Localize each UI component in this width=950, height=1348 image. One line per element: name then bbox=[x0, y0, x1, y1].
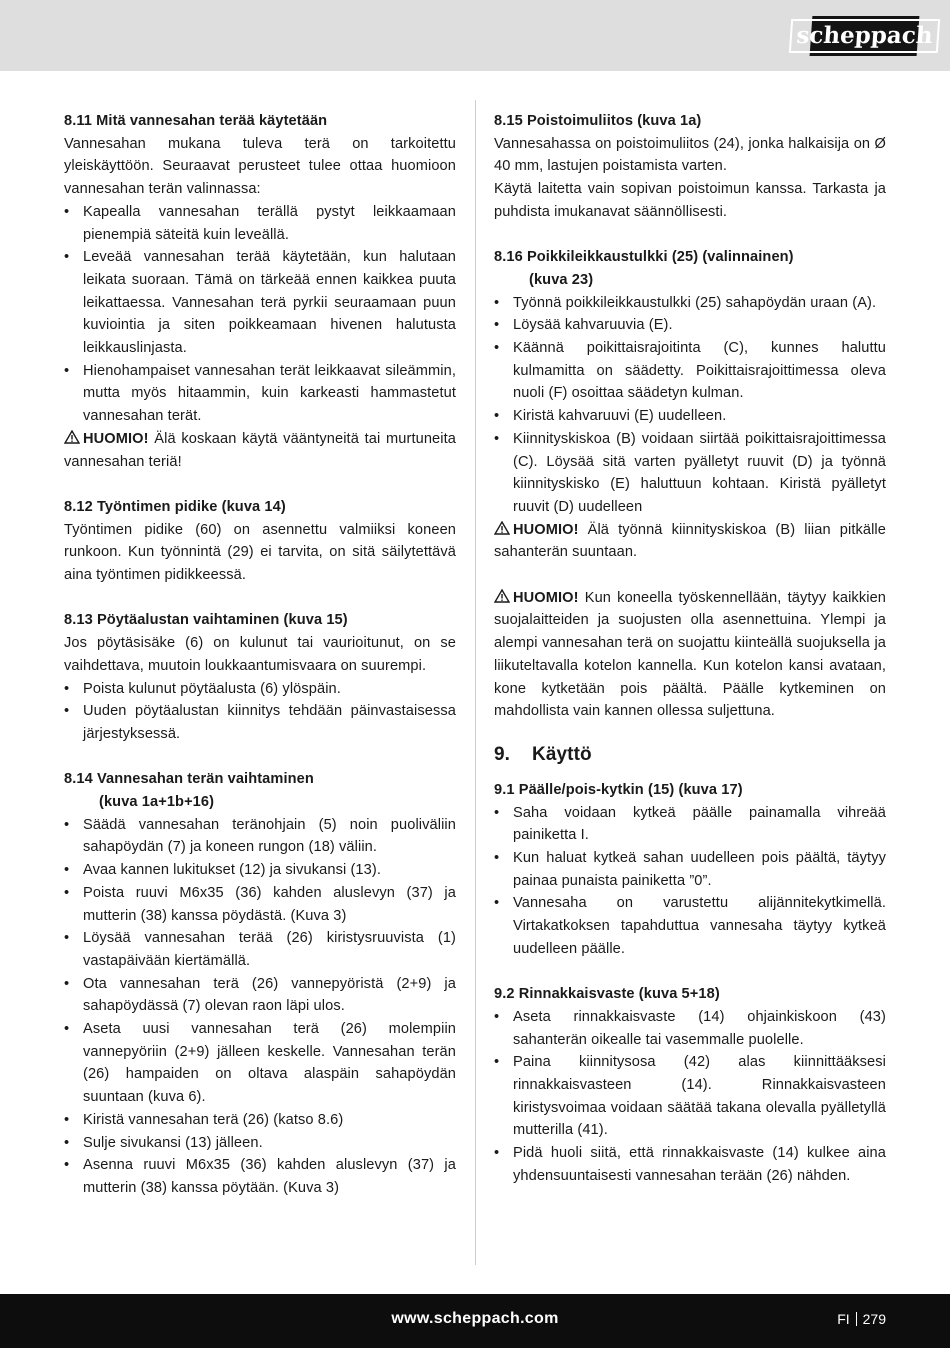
section-8-14-subtitle: (kuva 1a+1b+16) bbox=[99, 794, 215, 811]
list-item: • Sulje sivukansi (13) jälleen. bbox=[64, 1132, 456, 1155]
general-warning bbox=[494, 587, 886, 723]
section-8-11-title: 8.11 Mitä vannesahan terää käytetään bbox=[64, 113, 328, 129]
list-item: • Aseta uusi vannesahan terä (26) molempiin vannepyöriin (2+9) jälleen keskelle. Vannesahan terän (26) hampaiden on oltava alaspäin sahapöydän suuntaan (kuva 6). bbox=[64, 1018, 456, 1109]
list-item: • Käännä poikittaisrajoitinta (C), kunnes haluttu kulmamitta on säädetty. Poikittaisrajoittimessa oleva nuoli (F) osoittaa säädetyn kulman. bbox=[494, 337, 886, 405]
section-9-1-title: 9.1 Päälle/pois-kytkin (15) (kuva 17) bbox=[494, 781, 743, 798]
warning-triangle-icon bbox=[494, 521, 510, 535]
section-8-15-text2: Käytä laitetta vain sopivan poistoimun kanssa. Tarkasta ja puhdista imukanavat säännöllisesti. bbox=[494, 181, 886, 220]
list-item: • Kiristä vannesahan terä (26) (katso 8.6) bbox=[64, 1109, 456, 1132]
scheppach-logo bbox=[795, 16, 934, 56]
left-column bbox=[64, 110, 456, 1200]
list-item: • Poista kulunut pöytäalusta (6) ylöspäin. bbox=[64, 678, 456, 701]
footer-language: FI bbox=[837, 1311, 850, 1327]
warning-label: HUOMIO! bbox=[513, 589, 579, 606]
list-item: • Ota vannesahan terä (26) vannepyöristä (2+9) ja sahapöydässä (7) olevan raon läpi ulos. bbox=[64, 973, 456, 1018]
section-8-13-title: 8.13 Pöytäalustan vaihtaminen (kuva 15) bbox=[64, 612, 348, 629]
list-item: • Säädä vannesahan teränohjain (5) noin puoliväliin sahapöydän (7) ja koneen rungon (18) väliin. bbox=[64, 814, 456, 859]
list-item: • Kun haluat kytkeä sahan uudelleen pois päältä, täytyy painaa punaista painiketta ”0”. bbox=[494, 847, 886, 892]
footer-page-number bbox=[837, 1311, 886, 1327]
warning-triangle-icon bbox=[494, 589, 510, 603]
list-item: • Löysää vannesahan terää (26) kiristysruuvista (1) vastapäivään kiertämällä. bbox=[64, 927, 456, 972]
section-8-11-warning bbox=[64, 428, 456, 473]
list-item: • Leveää vannesahan terää käytetään, kun halutaan leikata suoraan. Tämä on tärkeää ennen kaikkea puuta leikattaessa. Vannesahan terä pyrkii seuraamaan puun kuviointia ja siten poikkeamaan hivenen halutusta leikkauslinjasta. bbox=[64, 246, 456, 360]
list-item: • Pidä huoli siitä, että rinnakkaisvaste (14) kulkee aina yhdensuuntaisesti vannesahan terään (26) nähden. bbox=[494, 1142, 886, 1187]
section-8-15-title: 8.15 Poistoimuliitos (kuva 1a) bbox=[494, 113, 702, 129]
section-8-12-title: 8.12 Työntimen pidike (kuva 14) bbox=[64, 498, 286, 515]
warning-text: Älä koskaan käytä vääntyneitä tai murtuneita vannesahan teriä! bbox=[64, 430, 456, 470]
warning-label: HUOMIO! bbox=[513, 521, 579, 538]
list-item: • Hienohampaiset vannesahan terät leikkaavat sileämmin, mutta myös hitaammin, kuin karkeasti hammastetut vannesahan terät. bbox=[64, 360, 456, 428]
warning-text: Kun koneella työskennellään, täytyy kaikkien suojalaitteiden ja suojusten olla asennettuina. Ylempi ja alempi vannesahan terä on suojattu kiinteällä suojuksella ja liikuteltavalla kotelon kannella. Kun kotelon kansi avataan, kone kytketään pois päältä. Päälle kytkeminen on mahdollista vain kannen ollessa suljettuna. bbox=[494, 589, 886, 720]
section-8-16-subtitle: (kuva 23) bbox=[529, 271, 594, 288]
list-item: • Avaa kannen lukitukset (12) ja sivukansi (13). bbox=[64, 859, 456, 882]
chapter-9-heading bbox=[494, 741, 886, 769]
list-item: • Löysää kahvaruuvia (E). bbox=[494, 314, 886, 337]
list-item: • Paina kiinnitysosa (42) alas kiinnittääksesi rinnakkaisvasteen (14). Rinnakkaisvasteen kiristysvoimaa voidaan säätää takana olevalla pyälletyllä mutterilla (41). bbox=[494, 1051, 886, 1142]
section-8-11-list bbox=[64, 201, 456, 428]
section-8-11-intro: Vannesahan mukana tuleva terä on tarkoitettu yleiskäyttöön. Seuraavat perusteet tulee ottaa huomioon vannesahan terän valinnassa: bbox=[64, 135, 456, 198]
list-item: • Vannesaha on varustettu alijännitekytkimellä. Virtakatkoksen tapahduttua vannesaha täytyy kytkeä uudelleen päälle. bbox=[494, 892, 886, 960]
logo-text: scheppach bbox=[789, 19, 939, 53]
section-8-13-text: Jos pöytäsisäke (6) on kulunut tai vaurioitunut, on se vaihdettava, muutoin loukkaantumisvaara on suurempi. bbox=[64, 635, 456, 674]
section-9-1-list bbox=[494, 802, 886, 961]
footer-url: www.scheppach.com bbox=[391, 1310, 559, 1327]
section-8-14-title: 8.14 Vannesahan terän vaihtaminen bbox=[64, 771, 314, 788]
section-8-16-warning bbox=[494, 519, 886, 564]
section-9-2-title: 9.2 Rinnakkaisvaste (kuva 5+18) bbox=[494, 986, 720, 1003]
list-item: • Asenna ruuvi M6x35 (36) kahden aluslevyn (37) ja mutterin (38) kanssa pöytään. (Kuva 3) bbox=[64, 1154, 456, 1199]
list-item: • Kapealla vannesahan terällä pystyt leikkaamaan pienempiä säteitä kuin leveällä. bbox=[64, 201, 456, 246]
section-9-2-list bbox=[494, 1006, 886, 1188]
list-item: • Työnnä poikkileikkaustulkki (25) sahapöydän uraan (A). bbox=[494, 292, 886, 315]
column-divider bbox=[475, 100, 476, 1265]
chapter-number: 9. bbox=[494, 743, 511, 765]
right-column bbox=[494, 110, 886, 1188]
section-8-16-title: 8.16 Poikkileikkaustulkki (25) (valinnainen) bbox=[494, 249, 794, 266]
warning-triangle-icon bbox=[64, 430, 80, 444]
list-item: • Aseta rinnakkaisvaste (14) ohjainkiskoon (43) sahanterän oikealle tai vasemmalle puolelle. bbox=[494, 1006, 886, 1051]
list-item: • Saha voidaan kytkeä päälle painamalla vihreää painiketta I. bbox=[494, 802, 886, 847]
list-item: • Uuden pöytäalustan kiinnitys tehdään päinvastaisessa järjestyksessä. bbox=[64, 700, 456, 745]
list-item: • Poista ruuvi M6x35 (36) kahden aluslevyn (37) ja mutterin (38) kanssa pöydästä. (Kuva 3) bbox=[64, 882, 456, 927]
section-8-12-text: Työntimen pidike (60) on asennettu valmiiksi koneen runkoon. Kun työnnintä (29) ei tarvita, on sitä säilytettävä aina työntimen pidikkeessä. bbox=[64, 521, 456, 584]
list-item: • Kiinnityskiskoa (B) voidaan siirtää poikittaisrajoittimessa (C). Löysää sitä varten pyälletyt ruuvit (D) ja työnnä kiinnityskisko (E) haluttuun kohtaan. Kiristä pyälletyt ruuvit (D) uudelleen bbox=[494, 428, 886, 519]
footer-band bbox=[0, 1294, 950, 1348]
section-8-16-list bbox=[494, 292, 886, 519]
section-8-15-text1: Vannesahassa on poistoimuliitos (24), jonka halkaisija on Ø 40 mm, lastujen poistamista varten. bbox=[494, 135, 886, 175]
section-8-13-list bbox=[64, 678, 456, 746]
warning-label: HUOMIO! bbox=[83, 430, 149, 447]
list-item: • Kiristä kahvaruuvi (E) uudelleen. bbox=[494, 405, 886, 428]
footer-separator bbox=[856, 1312, 857, 1326]
chapter-title: Käyttö bbox=[532, 743, 592, 765]
footer-page: 279 bbox=[862, 1311, 886, 1327]
warning-text: Älä työnnä kiinnityskiskoa (B) liian pitkälle sahanterän suuntaan. bbox=[494, 521, 886, 561]
section-8-14-list bbox=[64, 814, 456, 1200]
